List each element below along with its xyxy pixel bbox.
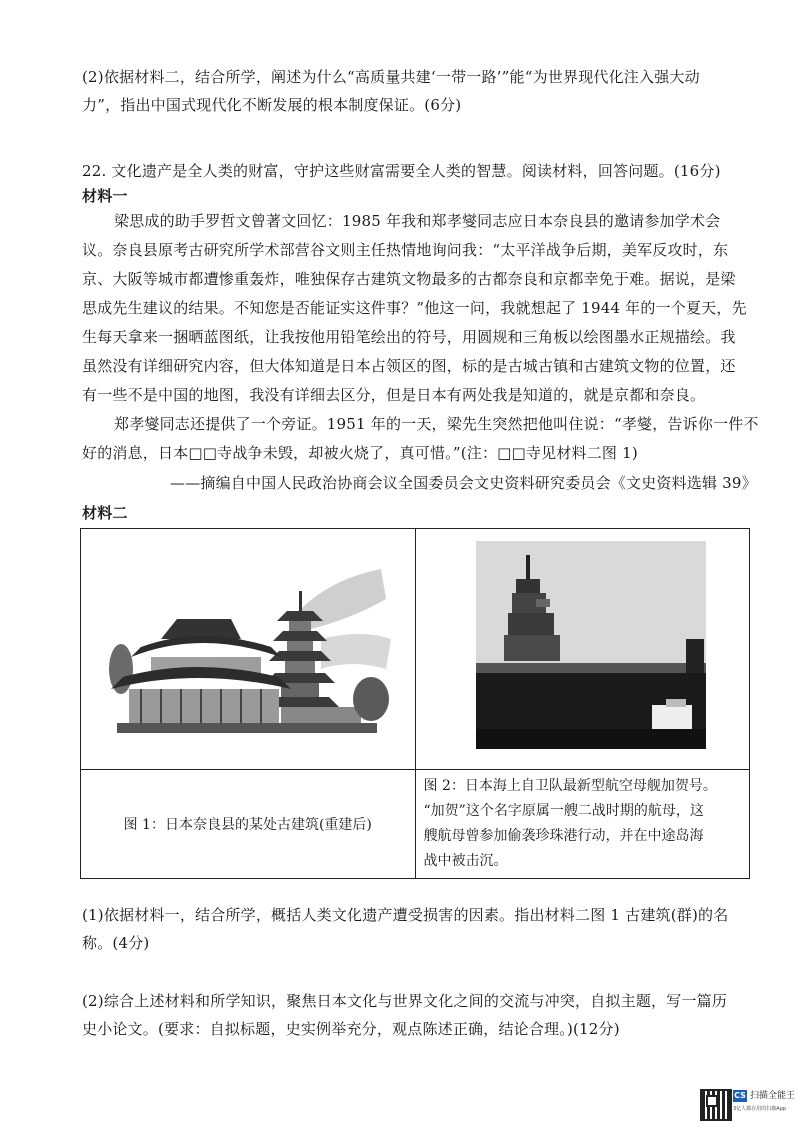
fig2-image-cell	[415, 529, 750, 770]
q22-2-line1: (2)综合上述材料和所学知识，聚焦日本文化与世界文化之间的交流与冲突，自拟主题，写一篇历	[82, 992, 728, 1010]
m1-line: 生每天拿来一捆晒蓝图纸，让我按他用铅笔绘出的符号，用圆规和三角板以绘图墨水正规描绘。我	[82, 328, 736, 346]
cs-app-tagline: 3亿人都在用的扫描App	[733, 1106, 786, 1112]
fig1-caption: 图 1：日本奈良县的某处古建筑(重建后)	[123, 817, 372, 833]
material1-title: 材料一	[82, 187, 128, 205]
m1-line: 好的消息，日本□□寺战争未毁，却被火烧了，真可惜。”(注：□□寺见材料二图 1)	[82, 444, 638, 462]
fig1-image-cell	[81, 529, 416, 770]
q22-stem: 22. 文化遗产是全人类的财富，守护这些财富需要全人类的智慧。阅读材料，回答问题。(16分)	[82, 162, 721, 180]
fig2-caption-line: 战中被击沉。	[423, 853, 508, 869]
m1-line: 议。奈良县原考古研究所学术部营谷文则主任热情地询问我：“太平洋战争后期，美军反攻时，东	[82, 241, 729, 259]
m1-line: 有一些不是中国的地图，我没有详细去区分，但是日本有两处我是知道的，就是京都和奈良。	[82, 386, 706, 404]
temple-image	[81, 529, 414, 765]
material2-title: 材料二	[82, 504, 128, 522]
cs-app-name: 扫描全能王	[750, 1091, 796, 1101]
m1-line: 京、大阪等城市都遭惨重轰炸，唯独保存古建筑文物最多的古都奈良和京都幸免于难。据说，是梁	[82, 270, 736, 288]
fig2-caption-line: 图 2：日本海上自卫队最新型航空母舰加贺号。	[423, 778, 717, 794]
cs-logo: CS	[734, 1091, 746, 1100]
fig1-caption-cell	[81, 770, 416, 879]
source-citation: ——摘编自中国人民政治协商会议全国委员会文史资料研究委员会《文史资料选辑 39》	[170, 474, 757, 492]
scanner-watermark	[733, 1089, 795, 1117]
m1-line: 梁思成的助手罗哲文曾著文回忆：1985 年我和郑孝燮同志应日本奈良县的邀请参加学术会	[114, 212, 721, 230]
m1-line: 思成先生建议的结果。不知您是否能证实这件事？”他这一问，我就想起了 1944 年的一个夏天，先	[82, 299, 747, 317]
fig2-caption-line: 艘航母曾参加偷袭珍珠港行动，并在中途岛海	[423, 828, 704, 844]
aircraft-carrier-image	[416, 529, 749, 765]
m1-line: 郑孝燮同志还提供了一个旁证。1951 年的一天，梁先生突然把他叫住说：“孝燮，告诉你一件不	[114, 415, 759, 433]
q22-1-line2: 称。(4分)	[82, 934, 150, 952]
material2-table	[80, 528, 750, 879]
q21-2-line2: 力”，指出中国式现代化不断发展的根本制度保证。(6分)	[82, 96, 462, 114]
q21-2-line1: (2)依据材料二，结合所学，阐述为什么“高质量共建‘一带一路’”能“为世界现代化注入强大动	[82, 68, 700, 86]
fig2-caption-line: “加贺”这个名字原属一艘二战时期的航母，这	[423, 803, 704, 819]
m1-line: 虽然没有详细研究内容，但大体知道是日本占领区的图，标的是古城古镇和古建筑文物的位置，还	[82, 357, 736, 375]
q22-1-line1: (1)依据材料一，结合所学，概括人类文化遗产遭受损害的因素。指出材料二图 1 古建筑(群)的名	[82, 906, 729, 924]
qr-code-icon	[700, 1089, 732, 1121]
q22-2-line2: 史小论文。(要求：自拟标题，史实例举充分，观点陈述正确，结论合理。)(12分)	[82, 1020, 620, 1038]
fig2-caption-cell	[415, 770, 750, 879]
